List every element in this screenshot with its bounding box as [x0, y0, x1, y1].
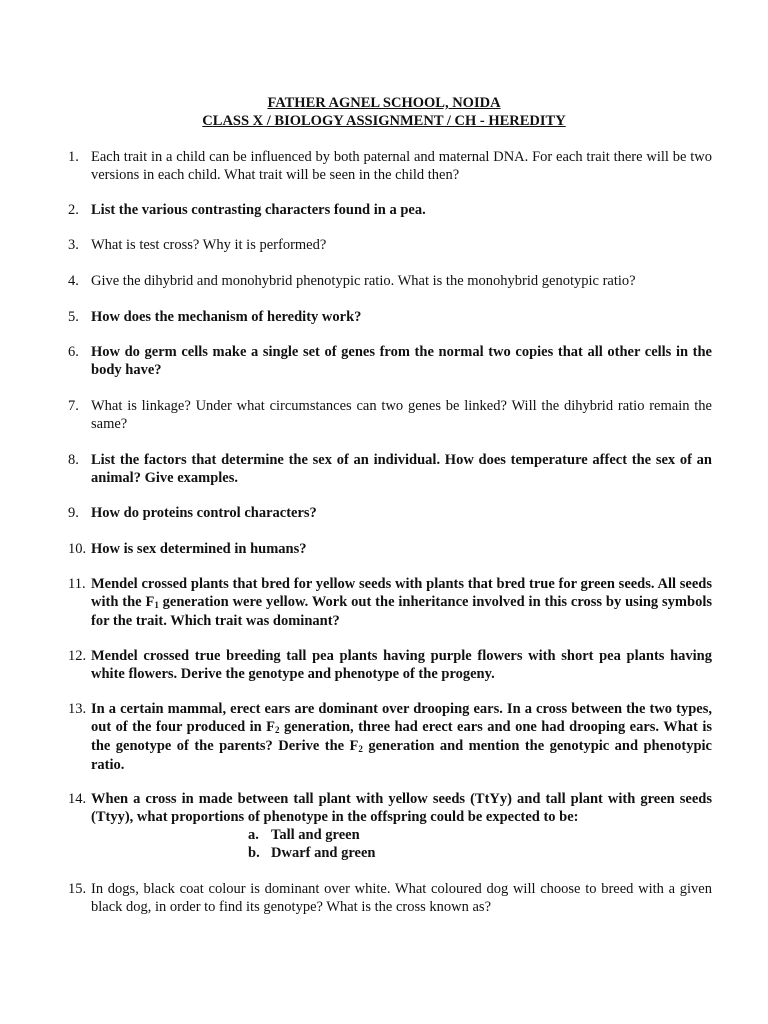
- question-text: [91, 700, 712, 774]
- question-number: 11.: [68, 576, 86, 592]
- question-number: 13.: [68, 701, 87, 717]
- question-number: 14.: [68, 791, 87, 807]
- question-number: 2.: [68, 202, 79, 218]
- question-text-part: In a certain mammal, erect ears are dominant over drooping ears. In a cross between the two types, out of the four produced in F: [91, 701, 712, 735]
- option-label: a.: [248, 827, 259, 843]
- question-text: What is linkage? Under what circumstances can two genes be linked? Will the dihybrid ratio remain the same?: [91, 398, 712, 432]
- subscript: 2: [358, 744, 363, 754]
- question-text: List the various contrasting characters found in a pea.: [91, 202, 426, 218]
- question-text: Each trait in a child can be influenced by both paternal and maternal DNA. For each trait there will be two versions in each child. What trait will be seen in the child then?: [91, 149, 712, 183]
- question-number: 1.: [68, 149, 79, 165]
- question-text: Give the dihybrid and monohybrid phenotypic ratio. What is the monohybrid genotypic ratio?: [91, 273, 636, 289]
- question-number: 9.: [68, 505, 79, 521]
- question-text: List the factors that determine the sex of an individual. How does temperature affect the sex of an animal? Give examples.: [91, 452, 712, 486]
- question-number: 7.: [68, 398, 79, 414]
- question-number: 3.: [68, 237, 79, 253]
- question-text: How do proteins control characters?: [91, 505, 317, 521]
- assignment-title-heading: CLASS X / BIOLOGY ASSIGNMENT / CH - HEREDITY: [202, 113, 566, 129]
- question-number: 12.: [68, 648, 87, 664]
- question-number: 15.: [68, 881, 87, 897]
- question-text-part: Mendel crossed plants that bred for yellow seeds with plants that bred true for green seeds. All seeds with the F: [91, 576, 712, 610]
- question-text: Mendel crossed true breeding tall pea plants having purple flowers with short pea plants having white flowers. Derive the genotype and phenotype of the progeny.: [91, 648, 712, 682]
- question-text: [91, 575, 712, 630]
- question-text: When a cross in made between tall plant with yellow seeds (TtYy) and tall plant with green seeds (Ttyy), what proportions of phenotype in the offspring could be expected to be:: [91, 791, 712, 825]
- subscript: 2: [275, 725, 280, 735]
- question-text: How is sex determined in humans?: [91, 541, 307, 557]
- question-number: 10.: [68, 541, 87, 557]
- question-number: 6.: [68, 344, 79, 360]
- question-number: 5.: [68, 309, 79, 325]
- question-text-part: generation were yellow. Work out the inheritance involved in this cross by using symbols for the trait. Which trait was dominant?: [91, 594, 712, 629]
- option-label: b.: [248, 845, 260, 861]
- question-number: 4.: [68, 273, 79, 289]
- question-number: 8.: [68, 452, 79, 468]
- subscript: 1: [154, 600, 159, 610]
- question-text: In dogs, black coat colour is dominant over white. What coloured dog will choose to breed with a given black dog, in order to find its genotype? What is the cross known as?: [91, 881, 712, 915]
- question-text-part: generation, three had erect ears and one had drooping ears. What is the genotype of the parents? Derive the F: [91, 719, 712, 754]
- option-text: Dwarf and green: [271, 845, 376, 861]
- school-name-heading: FATHER AGNEL SCHOOL, NOIDA: [267, 95, 501, 111]
- question-text: How does the mechanism of heredity work?: [91, 309, 362, 325]
- question-text: What is test cross? Why it is performed?: [91, 237, 327, 253]
- question-text-part: generation and mention the genotypic and phenotypic ratio.: [91, 738, 712, 773]
- option-text: Tall and green: [271, 827, 360, 843]
- question-text: How do germ cells make a single set of genes from the normal two copies that all other cells in the body have?: [91, 344, 712, 378]
